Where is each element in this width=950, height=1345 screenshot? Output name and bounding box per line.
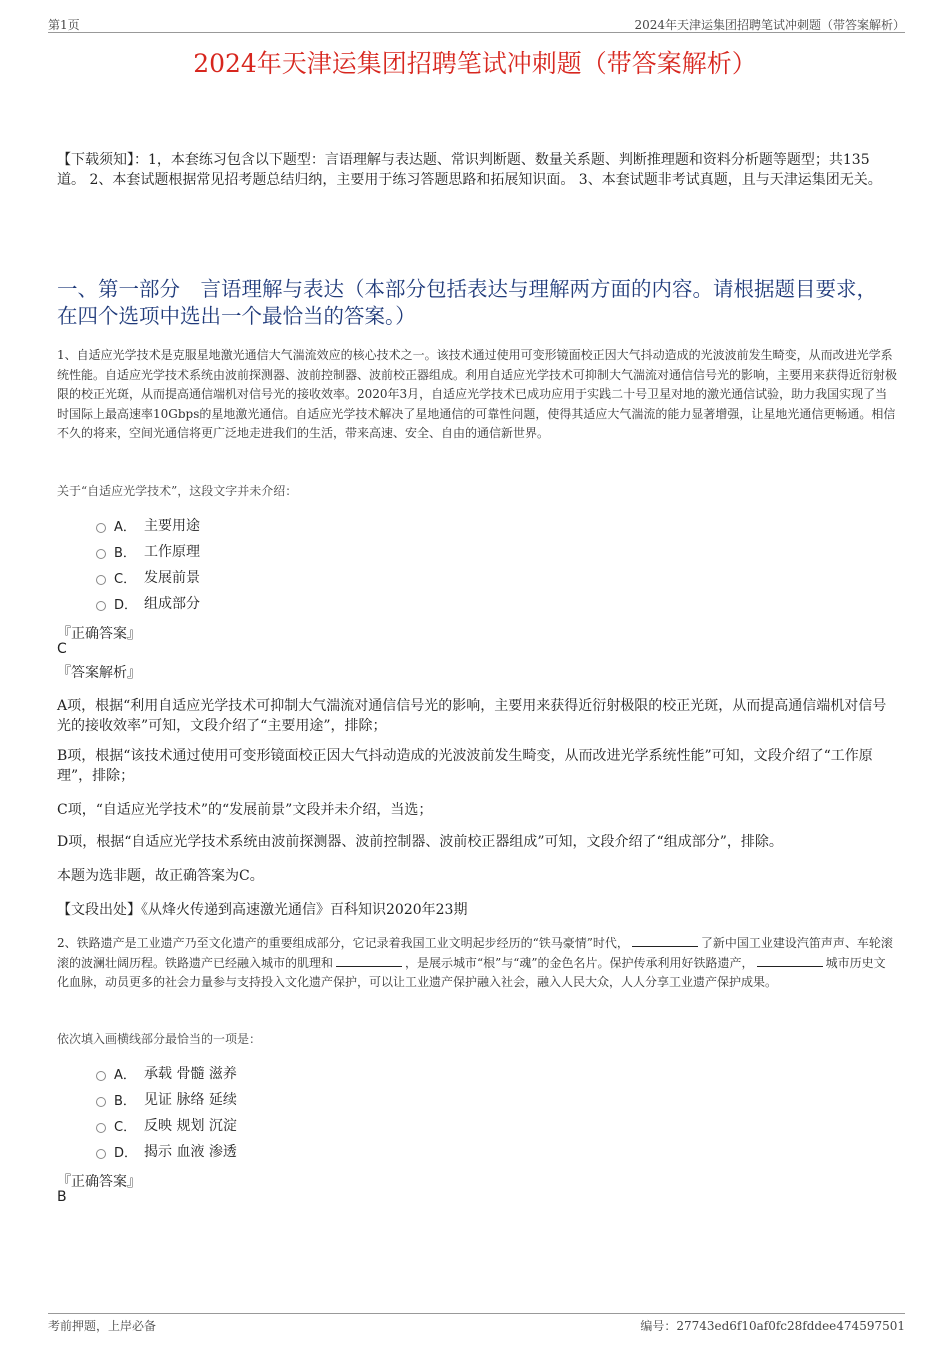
page-number: 第1页 (48, 18, 80, 32)
q2-option-c[interactable]: C． 反映 规划 沉淀 (96, 1112, 237, 1138)
q1-answer: C (57, 641, 67, 657)
q2-passage: 2、铁路遗产是工业遗产乃至文化遗产的重要组成部分，它记录着我国工业文明起步经历的“铁马豪情”时代， 了新中国工业建设汽笛声声、车轮滚滚的波澜壮阔历程。铁路遗产已经融入城市的肌理和 ，是展示城市“根”与“魂”的金色名片。保护传承利用好铁路遗产， 城市历史文化血脉，动员更多的社会力量参与支持投入文化遗产保护，可以让工业遗产保护融入社会，融入人民大众，人人分享工业遗产保护成果。 (57, 936, 893, 989)
q2-options (96, 1060, 237, 1164)
radio-icon[interactable] (96, 601, 106, 611)
q2-option-a[interactable]: A． 承载 骨髓 滋养 (96, 1060, 237, 1086)
radio-icon[interactable] (96, 523, 106, 533)
section-heading: 一、第一部分 言语理解与表达（本部分包括表达与理解两方面的内容。请根据题目要求，在四个选项中选出一个最恰当的答案。） (57, 277, 877, 328)
footer-doc-id: 编号：27743ed6f10af0fc28fddee474597501 (640, 1319, 905, 1333)
q1-options (96, 512, 200, 616)
q1-option-a[interactable]: A． 主要用途 (96, 512, 200, 538)
q1-analysis-label: 『答案解析』 (57, 665, 141, 681)
q1-analysis-b: B项，根据“该技术通过使用可变形镜面校正因大气抖动造成的光波波前发生畸变，从而改进光学系统性能”可知，文段介绍了“工作原理”，排除； (57, 748, 873, 784)
radio-icon[interactable] (96, 1123, 106, 1133)
page-header (48, 14, 905, 33)
radio-icon[interactable] (96, 1149, 106, 1159)
q1-conclusion: 本题为选非题，故正确答案为C。 (57, 868, 264, 884)
q1-option-c[interactable]: C． 发展前景 (96, 564, 200, 590)
radio-icon[interactable] (96, 1071, 106, 1081)
download-notice: 【下载须知】：1，本套练习包含以下题型：言语理解与表达题、常识判断题、数量关系题、判断推理题和资料分析题等题型；共135道。 2、本套试题根据常见招考题总结归纳，主要用于练习答题思路和拓展知识面。 3、本套试题非考试真题，且与天津运集团无关。 (57, 152, 882, 188)
header-doc-title: 2024年天津运集团招聘笔试冲刺题（带答案解析） (634, 18, 905, 32)
q1-analysis-a: A项，根据“利用自适应光学技术可抑制大气湍流对通信信号光的影响，主要用来获得近衍射极限的校正光斑，从而提高通信端机对信号光的接收效率”可知，文段介绍了“主要用途”，排除； (57, 698, 887, 734)
q1-option-d[interactable]: D． 组成部分 (96, 590, 200, 616)
fill-blank-2[interactable] (336, 954, 402, 967)
q2-option-d[interactable]: D． 揭示 血液 渗透 (96, 1138, 237, 1164)
fill-blank-3[interactable] (757, 954, 823, 967)
q2-answer: B (57, 1189, 67, 1205)
q1-answer-label: 『正确答案』 (57, 626, 141, 642)
page-footer (48, 1313, 905, 1333)
q2-answer-label: 『正确答案』 (57, 1174, 141, 1190)
radio-icon[interactable] (96, 549, 106, 559)
fill-blank-1[interactable] (632, 934, 698, 947)
document-title: 2024年天津运集团招聘笔试冲刺题（带答案解析） (193, 49, 757, 78)
radio-icon[interactable] (96, 1097, 106, 1107)
q1-analysis-d: D项，根据“自适应光学技术系统由波前探测器、波前控制器、波前校正器组成”可知，文段介绍了“组成部分”，排除。 (57, 834, 783, 850)
q1-passage: 1、自适应光学技术是克服星地激光通信大气湍流效应的核心技术之一。该技术通过使用可变形镜面校正因大气抖动造成的光波波前发生畸变，从而改进光学系统性能。自适应光学技术系统由波前探测器、波前控制器、波前校正器组成。利用自适应光学技术可抑制大气湍流对通信信号光的影响，主要用来获得近衍射极限的校正光斑，从而提高通信端机对信号光的接收效率。2020年3月，自适应光学技术已成功应用于实践二十号卫星对地的激光通信试验，助力我国实现了当时国际上最高速率10Gbps的星地激光通信。自适应光学技术解决了星地通信的可靠性问题，使得其适应大气湍流的能力显著增强，让星地光通信更畅通。相信不久的将来，空间光通信将更广泛地走进我们的生活，带来高速、安全、自由的通信新世界。 (57, 348, 898, 440)
radio-icon[interactable] (96, 575, 106, 585)
q2-option-b[interactable]: B． 见证 脉络 延续 (96, 1086, 237, 1112)
q1-question: 关于“自适应光学技术”，这段文字并未介绍： (57, 484, 298, 498)
q1-option-b[interactable]: B． 工作原理 (96, 538, 200, 564)
q2-question: 依次填入画横线部分最恰当的一项是： (57, 1032, 262, 1046)
q1-source: 【文段出处】《从烽火传递到高速激光通信》百科知识2020年23期 (57, 902, 468, 918)
q1-analysis-c: C项，“自适应光学技术”的“发展前景”文段并未介绍，当选； (57, 802, 433, 818)
footer-slogan: 考前押题，上岸必备 (48, 1319, 157, 1333)
